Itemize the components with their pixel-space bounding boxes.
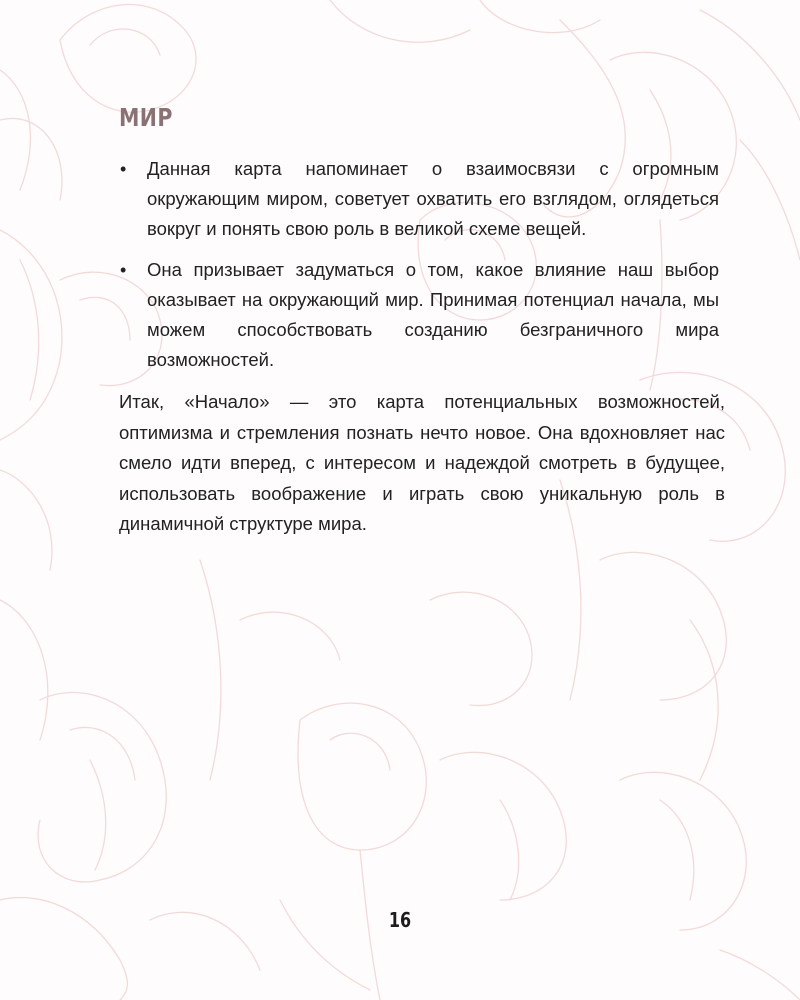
- bullet-list: [119, 154, 719, 386]
- page-number: 16: [388, 908, 412, 932]
- bullet-icon: •: [120, 260, 127, 280]
- body-paragraph: Итак, «Начало» — это карта потенциальных возможностей, оптимизма и стремления познать нечто новое. Она вдохновляет нас смело идти вперед, с интересом и надеждой смотреть в будущее, использовать воображение и играть свою уникальную роль в динамичной структуре мира.: [119, 391, 725, 534]
- bullet-text: Она призывает задуматься о том, какое влияние наш выбор оказывает на окружающий мир. Принимая потенциал начала, мы можем способствовать созданию безграничного мира возможностей.: [147, 259, 719, 370]
- section-heading: МИР: [119, 103, 173, 132]
- list-item: [119, 154, 719, 244]
- bullet-icon: •: [120, 159, 127, 179]
- bullet-text: Данная карта напоминает о взаимосвязи с огромным окружающим миром, советует охватить его взглядом, оглядеться вокруг и понять свою роль в великой схеме вещей.: [147, 158, 719, 239]
- list-item: [119, 255, 719, 375]
